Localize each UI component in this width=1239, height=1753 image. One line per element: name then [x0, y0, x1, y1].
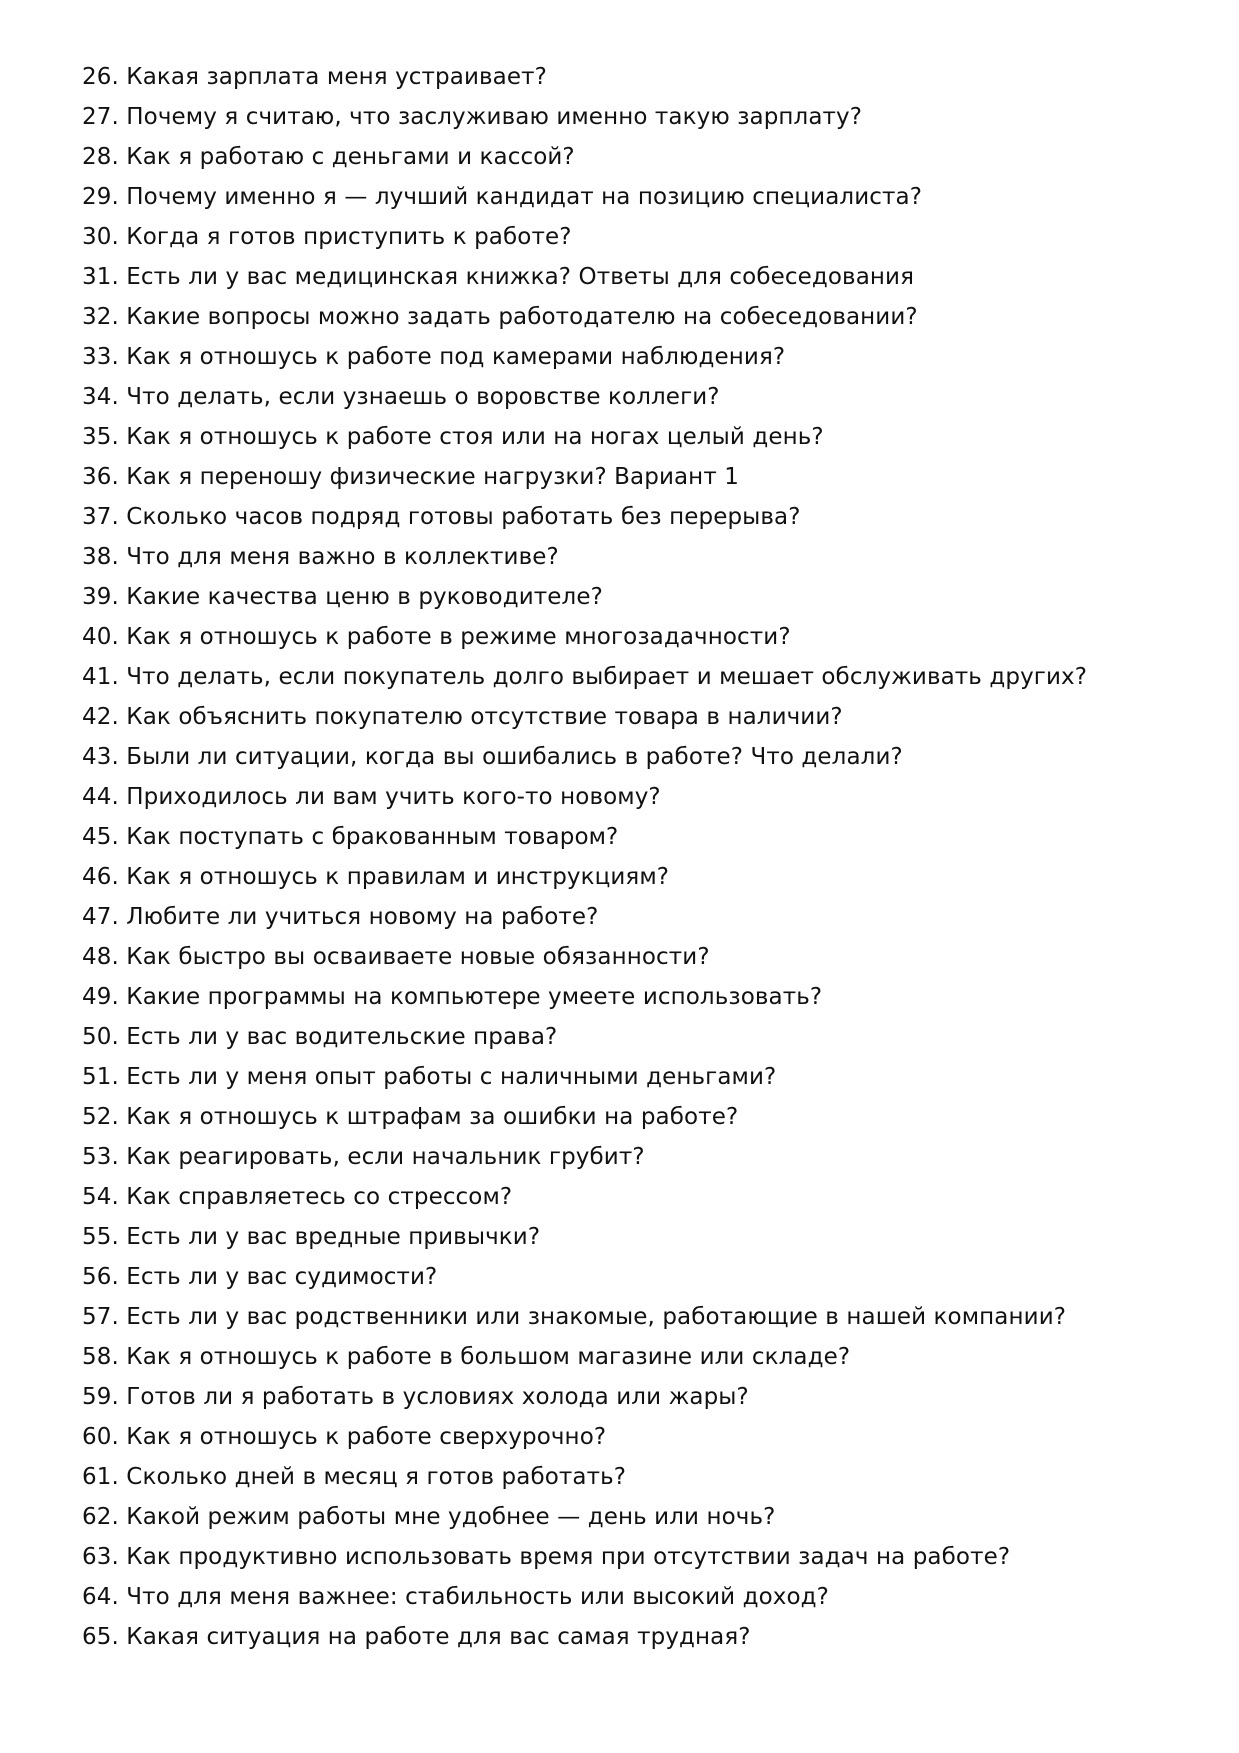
question-item: 41. Что делать, если покупатель долго выбирает и мешает обслуживать других?: [82, 664, 1088, 690]
question-item: 48. Как быстро вы осваиваете новые обязанности?: [82, 944, 710, 970]
question-item: 64. Что для меня важнее: стабильность или высокий доход?: [82, 1584, 829, 1610]
question-item: 53. Как реагировать, если начальник грубит?: [82, 1144, 645, 1170]
question-item: 47. Любите ли учиться новому на работе?: [82, 904, 599, 930]
question-item: 49. Какие программы на компьютере умеете использовать?: [82, 984, 823, 1010]
question-item: 61. Сколько дней в месяц я готов работать?: [82, 1464, 627, 1490]
question-item: 44. Приходилось ли вам учить кого-то новому?: [82, 784, 661, 810]
question-item: 34. Что делать, если узнаешь о воровстве коллеги?: [82, 384, 720, 410]
question-item: 52. Как я отношусь к штрафам за ошибки на работе?: [82, 1104, 739, 1130]
question-item: 65. Какая ситуация на работе для вас самая трудная?: [82, 1624, 751, 1650]
question-item: 50. Есть ли у вас водительские права?: [82, 1024, 558, 1050]
question-item: 54. Как справляетесь со стрессом?: [82, 1184, 513, 1210]
question-item: 58. Как я отношусь к работе в большом магазине или складе?: [82, 1344, 851, 1370]
question-item: 36. Как я переношу физические нагрузки? Вариант 1: [82, 464, 739, 490]
question-item: 31. Есть ли у вас медицинская книжка? Ответы для собеседования: [82, 264, 915, 290]
question-item: 32. Какие вопросы можно задать работодателю на собеседовании?: [82, 304, 918, 330]
question-item: 39. Какие качества ценю в руководителе?: [82, 584, 603, 610]
question-item: 27. Почему я считаю, что заслуживаю именно такую зарплату?: [82, 104, 863, 130]
question-item: 57. Есть ли у вас родственники или знакомые, работающие в нашей компании?: [82, 1304, 1067, 1330]
question-item: 55. Есть ли у вас вредные привычки?: [82, 1224, 541, 1250]
question-item: 59. Готов ли я работать в условиях холода или жары?: [82, 1384, 749, 1410]
question-item: 40. Как я отношусь к работе в режиме многозадачности?: [82, 624, 791, 650]
question-item: 37. Сколько часов подряд готовы работать без перерыва?: [82, 504, 801, 530]
question-item: 63. Как продуктивно использовать время при отсутствии задач на работе?: [82, 1544, 1011, 1570]
question-item: 28. Как я работаю с деньгами и кассой?: [82, 144, 575, 170]
question-list: [82, 57, 1239, 1657]
question-item: 43. Были ли ситуации, когда вы ошибались в работе? Что делали?: [82, 744, 903, 770]
question-item: 56. Есть ли у вас судимости?: [82, 1264, 438, 1290]
question-item: 46. Как я отношусь к правилам и инструкциям?: [82, 864, 670, 890]
question-item: 26. Какая зарплата меня устраивает?: [82, 64, 547, 90]
question-item: 60. Как я отношусь к работе сверхурочно?: [82, 1424, 607, 1450]
question-item: 35. Как я отношусь к работе стоя или на ногах целый день?: [82, 424, 824, 450]
question-item: 29. Почему именно я — лучший кандидат на позицию специалиста?: [82, 184, 922, 210]
question-item: 30. Когда я готов приступить к работе?: [82, 224, 572, 250]
question-item: 38. Что для меня важно в коллективе?: [82, 544, 559, 570]
question-item: 51. Есть ли у меня опыт работы с наличными деньгами?: [82, 1064, 777, 1090]
question-item: 45. Как поступать с бракованным товаром?: [82, 824, 619, 850]
question-item: 62. Какой режим работы мне удобнее — день или ночь?: [82, 1504, 776, 1530]
question-item: 42. Как объяснить покупателю отсутствие товара в наличии?: [82, 704, 843, 730]
question-item: 33. Как я отношусь к работе под камерами наблюдения?: [82, 344, 786, 370]
